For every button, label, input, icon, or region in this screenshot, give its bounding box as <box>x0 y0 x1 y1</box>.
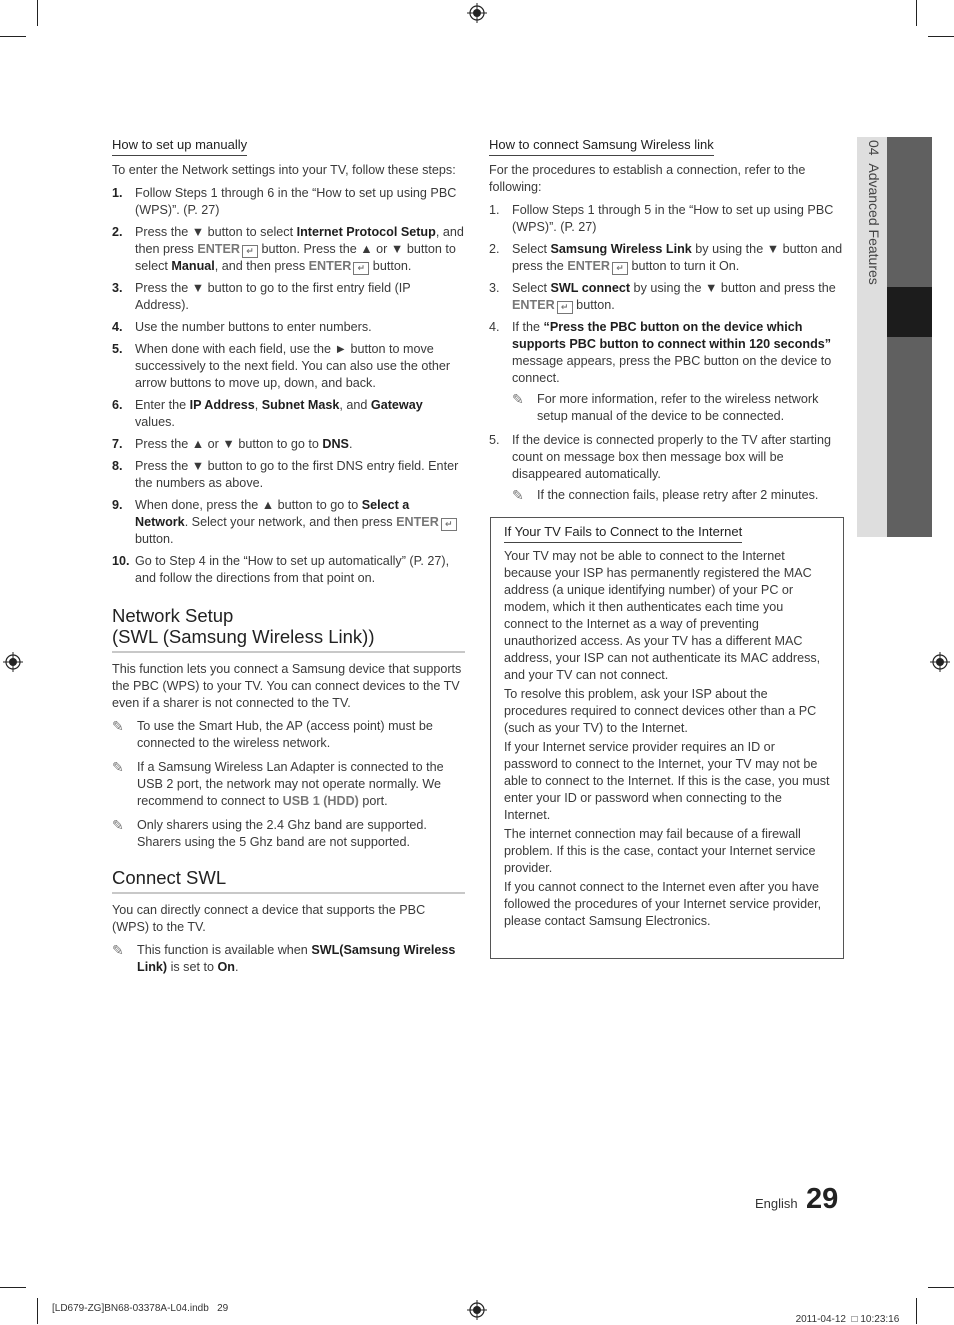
crop-mark <box>928 36 954 37</box>
list-item: 9. When done, press the ▲ button to go to Select a Network. Select your network, and then press ENTER ↵ button. <box>112 497 465 548</box>
troubleshooting-content <box>504 523 830 936</box>
pencil-note-icon: ✎ <box>112 942 124 958</box>
list-item: 1. Follow Steps 1 through 6 in the “How to set up using PBC (WPS)”. (P. 27) <box>112 186 457 217</box>
note: ✎ Only sharers using the 2.4 Ghz band are supported. Sharers using the 5 Ghz band are not supported. <box>112 817 427 849</box>
list-item: 6. Enter the IP Address, Subnet Mask, and Gateway values. <box>112 398 423 429</box>
chapter-title: Advanced Features <box>866 163 882 285</box>
crop-mark <box>916 1298 917 1324</box>
pencil-note-icon: ✎ <box>112 718 124 734</box>
enter-key-icon: ↵ <box>242 245 258 258</box>
list-item: 2. Press the ▼ button to select Internet Protocol Setup, and then press ENTER ↵ button. Press the ▲ or ▼ button to select Manual, and then press ENTER ↵ button. <box>112 225 464 273</box>
pencil-note-icon: ✎ <box>112 759 124 775</box>
enter-key-icon: ↵ <box>441 518 457 531</box>
manual-setup-intro: To enter the Network settings into your TV, follow these steps: <box>112 163 456 177</box>
list-item: 10. Go to Step 4 in the “How to set up automatically” (P. 27), and follow the directions from that point on. <box>112 554 450 585</box>
registration-mark-icon <box>467 1300 487 1320</box>
crop-mark <box>0 36 26 37</box>
troubleshooting-heading: If Your TV Fails to Connect to the Internet <box>504 523 742 543</box>
list-item: 2. Select Samsung Wireless Link by using the ▼ button and press the ENTER ↵ button to turn it On. <box>489 242 843 273</box>
network-setup-body: This function lets you connect a Samsung device that supports the PBC (WPS) to your TV. You can connect devices to the TV even if a sharer is not connected to the TV. <box>112 662 462 710</box>
page-number: 29 <box>806 1183 839 1215</box>
paragraph: Your TV may not be able to connect to the Internet because your ISP has permanently registered the MAC address (a unique identifying number) of your PC or modem, which it then authenticates each time you connect to the Internet as a way of preventing unauthorized access. As your TV has a different MAC address, your ISP can not authenticate its MAC address, and your TV can not connect. <box>504 549 821 682</box>
list-item: 8. Press the ▼ button to go to the first DNS entry field. Enter the numbers as above. <box>112 459 459 490</box>
registration-mark-icon <box>467 3 487 23</box>
chapter-tab-strip <box>887 137 932 537</box>
crop-mark <box>0 1287 26 1288</box>
paragraph: If your Internet service provider requires an ID or password to connect to the Internet, your TV may not be able to connect to the Internet. If this is the case, you must enter your ID or password when connecting to the Internet. <box>504 740 830 822</box>
paragraph: To resolve this problem, ask your ISP about the procedures required to connect devices other than a PC (such as your TV) to the Internet. <box>504 687 817 735</box>
manual-setup-heading: How to set up manually <box>112 136 247 156</box>
list-item: 5. When done with each field, use the ► button to move successively to the next field. You can also use the other arrow buttons to move up, down, and back. <box>112 342 451 390</box>
swl-link-intro: For the procedures to establish a connection, refer to the following: <box>489 163 806 194</box>
note: ✎ For more information, refer to the wireless network setup manual of the device to be connected. <box>512 391 819 423</box>
list-item: 7. Press the ▲ or ▼ button to go to DNS. <box>112 437 353 451</box>
note: ✎ If a Samsung Wireless Lan Adapter is connected to the USB 2 port, the network may not operate normally. We recommend to connect to USB 1 (HDD) port. <box>112 759 444 808</box>
enter-key-icon: ↵ <box>557 301 573 314</box>
list-item: 4. If the “Press the PBC button on the device which supports PBC button to connect within 120 seconds” message appears, press the PBC button on the device to connect. ✎ For more information, refer to the wireless network setup manual of the device to be connected. <box>489 319 844 425</box>
enter-key-icon: ↵ <box>612 262 628 275</box>
chapter-tab-marker <box>887 287 932 337</box>
crop-mark <box>916 0 917 26</box>
registration-mark-icon <box>930 652 950 672</box>
pencil-note-icon: ✎ <box>512 391 524 407</box>
right-column <box>489 136 844 511</box>
connect-swl-body: You can directly connect a device that supports the PBC (WPS) to the TV. <box>112 903 426 934</box>
list-item: 4. Use the number buttons to enter numbers. <box>112 320 372 334</box>
swl-link-steps <box>489 202 844 504</box>
connect-swl-heading: Connect SWL <box>112 867 465 894</box>
crop-mark <box>928 1287 954 1288</box>
footer-day-glyph: □ <box>851 1314 858 1325</box>
list-item: 3. Press the ▼ button to go to the first entry field (IP Address). <box>112 281 411 312</box>
list-item: 3. Select SWL connect by using the ▼ button and press the ENTER ↵ button. <box>489 281 836 312</box>
pencil-note-icon: ✎ <box>112 817 124 833</box>
swl-link-heading: How to connect Samsung Wireless link <box>489 136 714 156</box>
footer-timestamp: 2011-04-12 □ 10:23:16 <box>795 1314 900 1325</box>
left-column <box>112 136 465 983</box>
crop-mark <box>37 1298 38 1324</box>
registration-mark-icon <box>3 652 23 672</box>
chapter-number: 04 <box>866 140 882 156</box>
list-item: 5. If the device is connected properly to the TV after starting count on message box then message box will be disappeared automatically. ✎ If the connection fails, please retry after 2 minutes. <box>489 432 844 504</box>
enter-key-icon: ↵ <box>353 262 369 275</box>
list-item: 1. Follow Steps 1 through 5 in the “How to set up using PBC (WPS)”. (P. 27) <box>489 203 834 234</box>
manual-setup-steps <box>112 185 465 587</box>
troubleshooting-box <box>490 517 844 959</box>
note: ✎ To use the Smart Hub, the AP (access point) must be connected to the wireless network. <box>112 718 433 750</box>
paragraph: The internet connection may fail because of a firewall problem. If this is the case, contact your Internet service provider. <box>504 827 816 875</box>
paragraph: If you cannot connect to the Internet even after you have followed the procedures of your Internet service provider, please contact Samsung Electronics. <box>504 880 822 928</box>
note: ✎ This function is available when SWL(Samsung Wireless Link) is set to On. <box>112 942 456 974</box>
note: ✎ If the connection fails, please retry after 2 minutes. <box>512 487 819 503</box>
page-language: English <box>755 1196 798 1211</box>
crop-mark <box>37 0 38 26</box>
pencil-note-icon: ✎ <box>512 487 524 503</box>
footer-file: [LD679-ZG]BN68-03378A-L04.indb 29 <box>52 1303 229 1314</box>
network-setup-heading: Network Setup (SWL (Samsung Wireless Link)) <box>112 605 465 653</box>
chapter-tab-label <box>862 140 882 340</box>
